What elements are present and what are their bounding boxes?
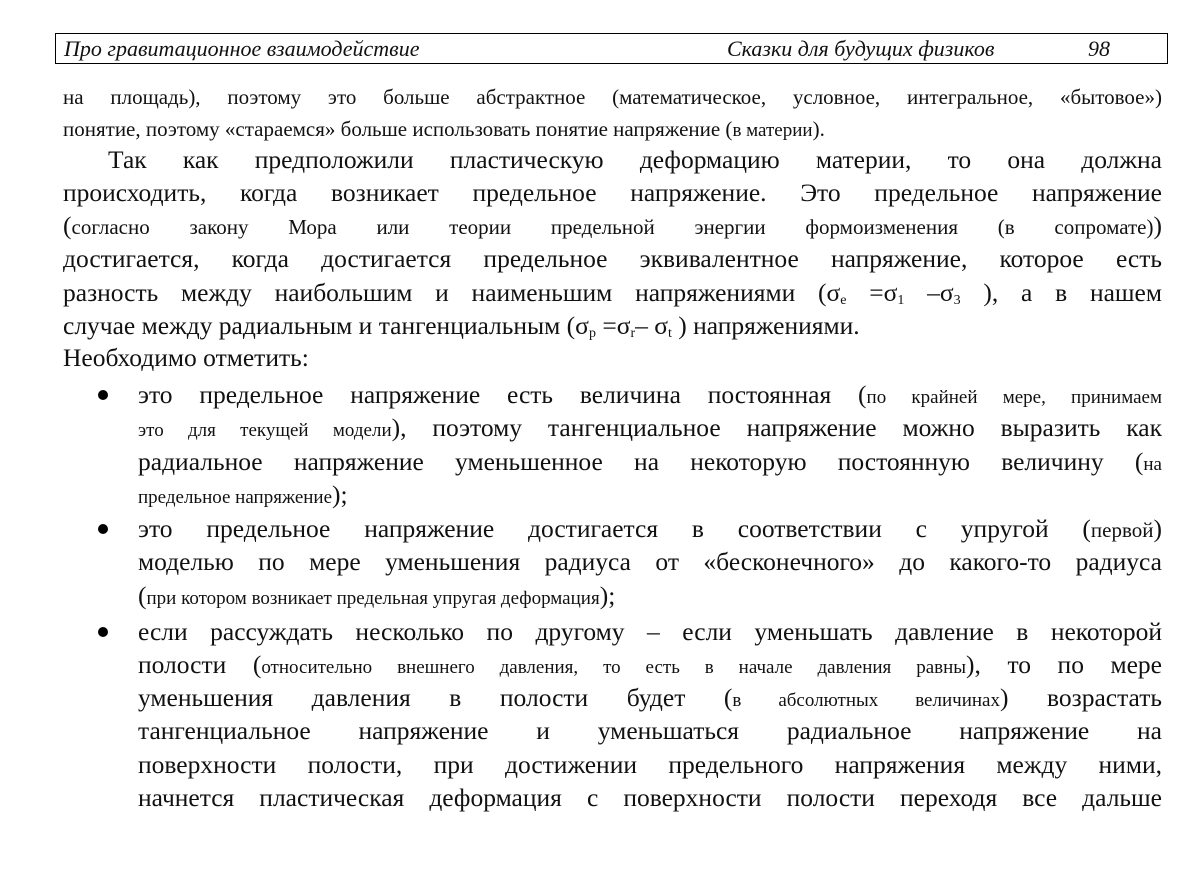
text-run: ) bbox=[1153, 514, 1162, 543]
text-line bbox=[108, 143, 1162, 176]
text-run: происходить, когда возникает предельное напряжение. Это предельное напряжение bbox=[63, 178, 1162, 207]
text-line bbox=[138, 411, 1162, 447]
text-small: по крайней мере, принимаем bbox=[866, 387, 1162, 408]
text-run: если рассуждать несколько по другому – если уменьшать давление в некоторой bbox=[138, 617, 1162, 646]
text-line bbox=[138, 648, 1162, 684]
text-run: ) напряжениями. bbox=[671, 311, 860, 340]
text-small: на bbox=[1143, 454, 1162, 475]
text-small: это для текущей модели bbox=[138, 420, 392, 441]
text-run: тангенциальное напряжение и уменьшаться радиальное напряжение на bbox=[138, 716, 1162, 745]
text-run: это предельное напряжение есть величина постоянная ( bbox=[138, 380, 867, 409]
text-line bbox=[63, 276, 1162, 309]
subscript: e bbox=[840, 293, 847, 308]
bullet-icon bbox=[98, 627, 108, 637]
text-run: ), поэтому тангенциальное напряжение можно выразить как bbox=[391, 413, 1162, 442]
text-run: полости ( bbox=[138, 650, 262, 679]
text-run: ) возрастать bbox=[999, 683, 1162, 712]
text-run: уменьшения давления в полости будет ( bbox=[138, 683, 733, 712]
text-line bbox=[138, 579, 1162, 615]
text-run: ); bbox=[332, 480, 348, 509]
text-line bbox=[138, 512, 1162, 547]
text-run: =σ bbox=[595, 311, 631, 340]
text-run: – σ bbox=[635, 311, 668, 340]
text-line bbox=[63, 341, 1162, 374]
text-run: случае между радиальным и тангенциальным (σ bbox=[63, 311, 589, 340]
text-run: моделью по мере уменьшения радиуса от «бесконечного» до какого-то радиуса bbox=[138, 547, 1162, 576]
text-line bbox=[63, 209, 1162, 244]
text-run: ), то по мере bbox=[966, 650, 1163, 679]
text-line bbox=[138, 378, 1162, 414]
text-run: достигается, когда достигается предельное эквивалентное напряжение, которое есть bbox=[63, 244, 1162, 273]
text-small: в материи bbox=[732, 120, 813, 141]
text-run: ( bbox=[138, 581, 147, 610]
text-small: ). bbox=[812, 117, 825, 141]
subscript: 3 bbox=[953, 293, 961, 308]
text-run: начнется пластическая деформация с поверхности полости переходя все дальше bbox=[138, 783, 1162, 812]
text-line bbox=[63, 79, 1162, 114]
text-small: в абсолютных величинах bbox=[732, 690, 1000, 711]
bullet-icon bbox=[98, 524, 108, 534]
text-line bbox=[138, 615, 1162, 648]
text-run: =σ bbox=[846, 278, 898, 307]
text-line bbox=[138, 714, 1162, 747]
text-run: Необходимо отметить: bbox=[63, 343, 309, 372]
text-line bbox=[138, 748, 1162, 781]
text-line bbox=[138, 478, 1162, 514]
text-run: –σ bbox=[904, 278, 954, 307]
bullet-icon bbox=[98, 390, 108, 400]
text-line bbox=[63, 242, 1162, 275]
text-small: понятие, поэтому «стараемся» больше использовать понятие напряжение ( bbox=[63, 117, 733, 141]
running-header bbox=[55, 33, 1168, 64]
text-small: согласно закону Мора или теории предельной энергии формоизменения (в сопромате) bbox=[71, 215, 1154, 239]
text-run: это предельное напряжение достигается в соответствии с упругой ( bbox=[138, 514, 1091, 543]
text-line bbox=[138, 681, 1162, 717]
text-line bbox=[63, 309, 1162, 342]
text-line bbox=[63, 111, 1162, 147]
text-run: ) bbox=[1153, 211, 1162, 240]
text-small: первой bbox=[1090, 518, 1154, 542]
text-line bbox=[138, 781, 1162, 814]
page-number: 98 bbox=[1088, 36, 1110, 61]
text-run: Так как предположили пластическую деформацию материи, то она должна bbox=[108, 145, 1162, 174]
text-run: радиальное напряжение уменьшенное на некоторую постоянную величину ( bbox=[138, 447, 1144, 476]
text-small: относительно внешнего давления, то есть в начале давления равны bbox=[261, 657, 967, 678]
text-run: ( bbox=[63, 211, 72, 240]
subscript: 1 bbox=[897, 293, 905, 308]
text-run: разность между наибольшим и наименьшим напряжениями (σ bbox=[63, 278, 841, 307]
text-small: предельное напряжение bbox=[138, 487, 333, 508]
text-run: ), а в нашем bbox=[960, 278, 1162, 307]
header-chapter-title: Про гравитационное взаимодействие bbox=[64, 36, 420, 61]
text-line bbox=[63, 176, 1162, 209]
text-line bbox=[138, 445, 1162, 481]
subscript: p bbox=[588, 326, 596, 341]
text-run: поверхности полости, при достижении предельного напряжения между ними, bbox=[138, 750, 1162, 779]
text-small: при котором возникает предельная упругая деформация bbox=[146, 588, 600, 609]
subscript: t bbox=[668, 326, 672, 341]
text-run: ); bbox=[599, 581, 616, 610]
header-book-title: Сказки для будущих физиков bbox=[727, 36, 995, 61]
text-small: на площадь), поэтому это больше абстрактное (математическое, условное, интегральное, «бытовое») bbox=[63, 85, 1162, 109]
text-line bbox=[138, 545, 1162, 578]
subscript: r bbox=[630, 326, 636, 341]
